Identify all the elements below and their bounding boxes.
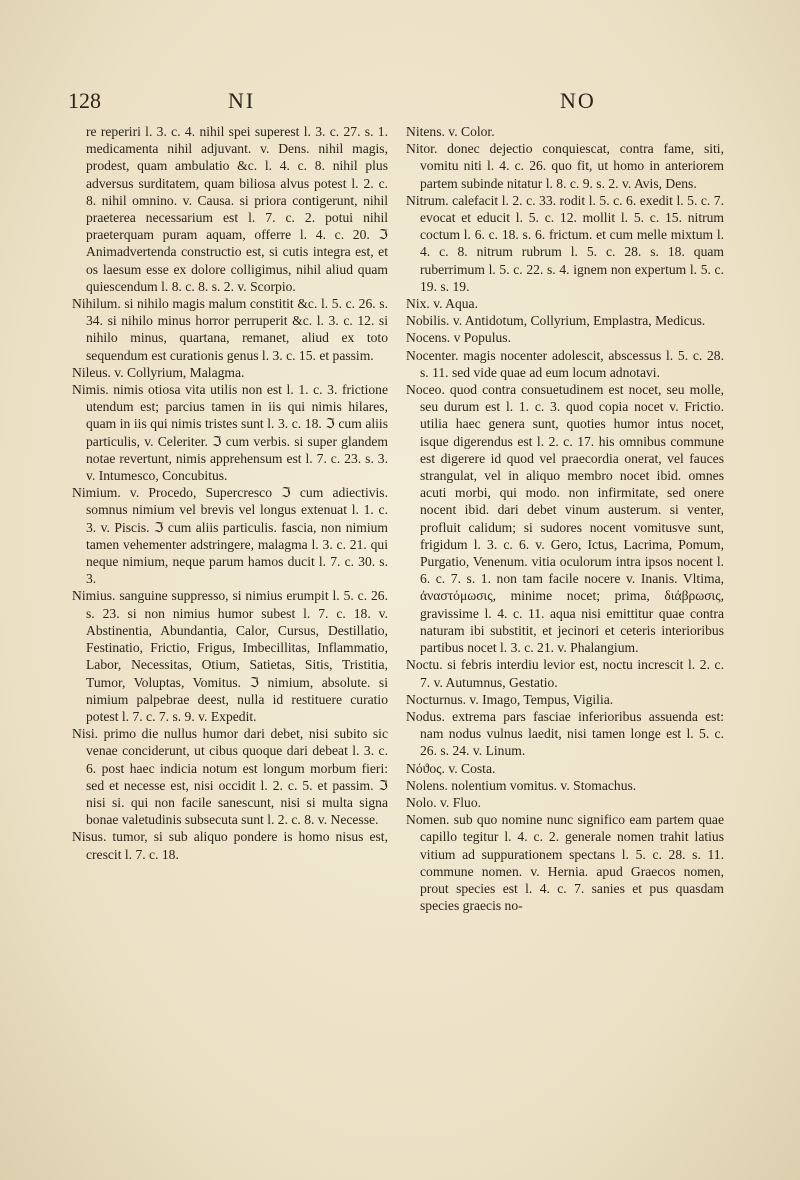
index-entry: Nocens. v Populus. xyxy=(406,330,511,346)
index-entry: Nitor. donec dejectio conquiescat, contra fame, siti, vomitu niti l. 4. c. 26. quo fit, ut homo in anteriorem partem subinde nitatur l. 8. c. 9. s. 2. v. Avis, Dens. xyxy=(406,141,724,191)
index-entry: Nitens. v. Color. xyxy=(406,124,495,139)
index-entry: Nolo. v. Fluo. xyxy=(406,794,482,810)
index-entry: Nimis. nimis otiosa vita utilis non est l. 1. c. 3. frictione utendum est; parcius tamen in iis qui nimis hilares, quam in iis qui nimis tristes sunt l. 3. c. 18. ℑ cum aliis particulis, v. Celeriter. ℑ cum verbis. si super glandem notae revertunt, nimis apprehensum est l. 7. c. 23. s. 3. v. Intumesco, Concubitus. xyxy=(72,382,388,484)
left-column xyxy=(72,123,388,863)
right-column-title: NO xyxy=(560,88,596,113)
running-header xyxy=(68,88,738,116)
index-entry: re reperiri l. 3. c. 4. nihil spei superest l. 3. c. 27. s. 1. medicamenta nihil adjuvant. v. Dens. nihil magis, prodest, quam ambulatio &c. l. 4. c. 8. nihil plus adversus surditatem, quam biliosa alvus potest l. 2. c. 8. nihil omnino. v. Causa. si priora contigerunt, nihil praeterea necessarium est l. 7. c. 2. potui nihil praeterquam puram aquam, offerre l. 4. c. 20. ℑ Animadvertenda constructio est, si cutis integra est, et os laesum esse ex dolore colligimus, nihil aliud quam quiescendum l. 8. c. 8. s. 2. v. Scorpio. xyxy=(86,124,388,294)
right-column xyxy=(406,123,724,914)
index-entry: Noctu. si febris interdiu levior est, noctu increscit l. 2. c. 7. v. Autumnus, Gestatio. xyxy=(406,657,724,690)
index-entry: Nimium. v. Procedo, Supercresco ℑ cum adiectivis. somnus nimium vel brevis vel longus extenuat l. 1. c. 3. v. Piscis. ℑ cum aliis particulis. fascia, non nimium tamen vehementer adstringere, malagma l. 3. c. 21. qui neque nimium, neque parum hamos ducit l. 7. c. 30. s. 3. xyxy=(72,485,388,587)
index-entry: Nodus. extrema pars fasciae inferioribus assuenda est: nam nodus vulnus laedit, nisi tamen longe est l. 5. c. 26. s. 24. v. Linum. xyxy=(406,708,724,759)
page-number: 128 xyxy=(68,88,101,113)
index-entry: Noceo. quod contra consuetudinem est nocet, seu molle, seu durum est l. 1. c. 3. quod copia nocet v. Frictio. utilia haec genera sunt, quoties humor intus nocet, isque digerendus est l. 2. c. 17. his omnibus commune est digerere id quod vel praecordia onerat, vel fauces strangulat, vel in aliquo membro nocet ibid. omnes acuti morbi, qui modo. non infirmitate, sed onere nocent ibid. dari debet vinum austerum. si venter, profluit calidum; si sudores nocent vomitusve sunt, frigidum l. 3. c. 6. v. Gero, Ictus, Lacrima, Pomum, Purgatio, Venenum. vitia oculorum intra ipsos nocent l. 6. c. 7. s. 1. non tam facile nocere v. Inanis. Vltima, ἀναστόμωσις, minime nocet; prima, διάβρωσις, gravissime l. 4. c. 11. aqua nisi emittitur quae contra naturam ibi substitit, et jecinori et ceteris interioribus partibus nocet l. 3. c. 21. v. Phalangium. xyxy=(406,382,724,656)
index-entry: Nitrum. calefacit l. 2. c. 33. rodit l. 5. c. 6. exedit l. 5. c. 7. evocat et educit l. 5. c. 12. mollit l. 5. c. 15. nitrum coctum l. 6. c. 18. s. 6. frictum. et cum melle mixtum l. 4. c. 8. nitrum rubrum l. 5. c. 28. s. 18. quam ruberrimum l. 5. c. 22. s. 4. ignem non expertum l. 5. c. 19. s. 19. xyxy=(406,192,724,294)
index-entry: Νόϑος. v. Costa. xyxy=(406,760,496,776)
index-entry: Nocturnus. v. Imago, Tempus, Vigilia. xyxy=(406,691,614,707)
left-column-title: NI xyxy=(228,88,256,113)
index-entry: Nihilum. si nihilo magis malum constitit &c. l. 5. c. 26. s. 34. si nihilo minus horror perruperit &c. l. 3. c. 12. si nihilo minus, quartana, remanet, aliud ex toto sequendum est curationis genus l. 3. c. 15. et passim. xyxy=(72,296,388,363)
index-entry: Nisi. primo die nullus humor dari debet, nisi subito sic venae conciderunt, ut cibus quoque dari debeat l. 3. c. 6. post haec indicia notum est longum morbum fieri: sed et necesse est, nisi occidit l. 2. c. 5. et passim. ℑ nisi si. qui non facile sanescunt, nisi si multa signa bonae valetudinis subsecuta sunt l. 2. c. 8. v. Necesse. xyxy=(72,726,388,828)
index-entry: Nomen. sub quo nomine nunc significo eam partem quae capillo tegitur l. 4. c. 2. generale nomen trahit latius vitium ad suppurationem spectans l. 5. c. 28. s. 11. commune nomen. v. Hernia. apud Graecos nomen, prout species est l. 4. c. 7. sanies et pus quasdam species graecis no- xyxy=(406,812,724,914)
index-entry: Nileus. v. Collyrium, Malagma. xyxy=(72,364,245,380)
index-entry: Nolens. nolentium vomitus. v. Stomachus. xyxy=(406,777,637,793)
index-entry: Nobilis. v. Antidotum, Collyrium, Emplastra, Medicus. xyxy=(406,313,706,329)
index-entry: Nimius. sanguine suppresso, si nimius erumpit l. 5. c. 26. s. 23. si non nimius humor subest l. 7. c. 18. v. Abstinentia, Abundantia, Calor, Cursus, Destillatio, Festinatio, Frictio, Frigus, Imbecillitas, Inflammatio, Labor, Necessitas, Otium, Satietas, Sitis, Tristitia, Tumor, Voluptas, Vomitus. ℑ nimium, absolute. si nimium palpebrae deest, nulla id restituere curatio potest l. 7. c. 7. s. 9. v. Expedit. xyxy=(72,588,388,724)
index-entry: Nocenter. magis nocenter adolescit, abscessus l. 5. c. 28. s. 11. sed vide quae ad eum locum adnotavi. xyxy=(406,347,724,380)
index-entry: Nisus. tumor, si sub aliquo pondere is homo nisus est, crescit l. 7. c. 18. xyxy=(72,829,388,862)
index-entry: Nix. v. Aqua. xyxy=(406,296,478,312)
